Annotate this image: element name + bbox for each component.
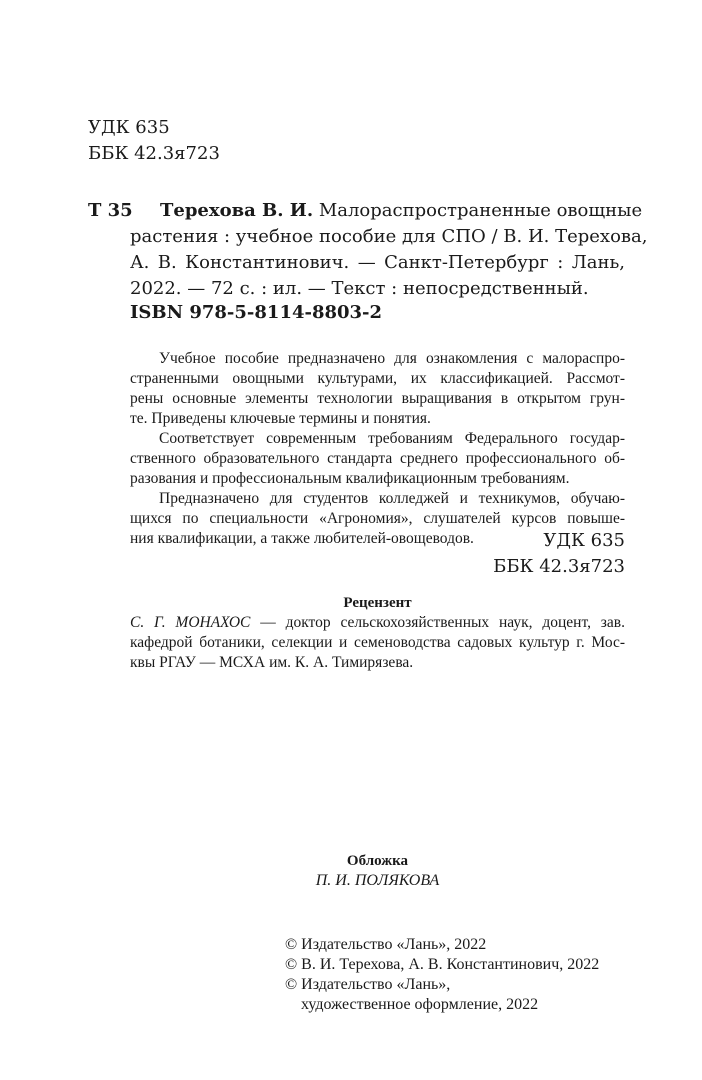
- isbn: [130, 300, 382, 326]
- annotation-line: те. Приведены ключевые термины и понятия.: [130, 410, 431, 427]
- copyright-line: художественное оформление, 2022: [301, 996, 539, 1013]
- annotation-line: Предназначено для студентов колледжей и техникумов, обучаю-: [159, 490, 625, 507]
- reviewer-heading-text: Рецензент: [343, 595, 412, 611]
- biblio-line-2: растения : учебное пособие для СПО / В. И. Терехова,: [130, 226, 648, 247]
- biblio-line-1: [130, 198, 643, 224]
- isbn-text: ISBN 978-5-8114-8803-2: [130, 302, 383, 323]
- annotation-line: ния квалификации, а также любителей-овощеводов.: [130, 530, 474, 547]
- annotation-line: щихся по специальности «Агрономия», слушателей курсов повыше-: [130, 510, 625, 527]
- udk-top-block: [88, 115, 220, 167]
- annotation-line: страненными овощными культурами, их классификацией. Рассмот-: [130, 370, 625, 387]
- reviewer-heading: [130, 593, 625, 613]
- reviewer-block: [130, 613, 625, 673]
- cover-heading: Обложка: [346, 853, 409, 869]
- bbk-right: ББК 42.3я723: [493, 556, 625, 577]
- author-sign-text: Т 35: [88, 200, 133, 221]
- copyright-block: [285, 935, 599, 1015]
- udk-top: УДК 635: [88, 117, 170, 138]
- annotation: [130, 349, 625, 549]
- cover-block: [130, 851, 625, 891]
- bbk-top: ББК 42.3я723: [88, 143, 220, 164]
- author-sign: [88, 198, 133, 224]
- annotation-line: Соответствует современным требованиям Федерального государ-: [159, 430, 625, 447]
- udk-right-block: [493, 528, 625, 580]
- biblio-line-3: А. В. Константинович. — Санкт-Петербург : Лань,: [130, 252, 625, 273]
- reviewer-line-1-rest: — доктор сельскохозяйственных наук, доцент, зав.: [250, 614, 625, 631]
- copyright-line: © Издательство «Лань»,: [285, 976, 451, 993]
- annotation-line: рены основные элементы технологии выращивания в открытом грун-: [130, 390, 625, 407]
- bibliographic-description: [130, 198, 648, 302]
- biblio-title-start: Малораспространенные овощные: [318, 200, 643, 221]
- reviewer-line-2: кафедрой ботаники, селекции и семеноводства садовых культур г. Мос-: [130, 634, 625, 651]
- biblio-author: Терехова В. И.: [160, 200, 314, 221]
- reviewer-line-3: квы РГАУ — МСХА им. К. А. Тимирязева.: [130, 654, 414, 671]
- copyright-line: © В. И. Терехова, А. В. Константинович, 2022: [285, 956, 600, 973]
- reviewer-line-1: [130, 613, 625, 633]
- udk-right: УДК 635: [543, 530, 625, 551]
- reviewer-name: С. Г. МОНАХОС: [130, 614, 251, 631]
- copyright-line: © Издательство «Лань», 2022: [285, 936, 487, 953]
- cover-name: П. И. ПОЛЯКОВА: [315, 872, 440, 889]
- annotation-line: ственного образовательного стандарта среднего профессионального об-: [130, 450, 625, 467]
- annotation-line: Учебное пособие предназначено для ознакомления с малораспро-: [159, 350, 625, 367]
- annotation-line: разования и профессиональным квалификационным требованиям.: [130, 470, 570, 487]
- biblio-line-4: 2022. — 72 с. : ил. — Текст : непосредственный.: [130, 278, 589, 299]
